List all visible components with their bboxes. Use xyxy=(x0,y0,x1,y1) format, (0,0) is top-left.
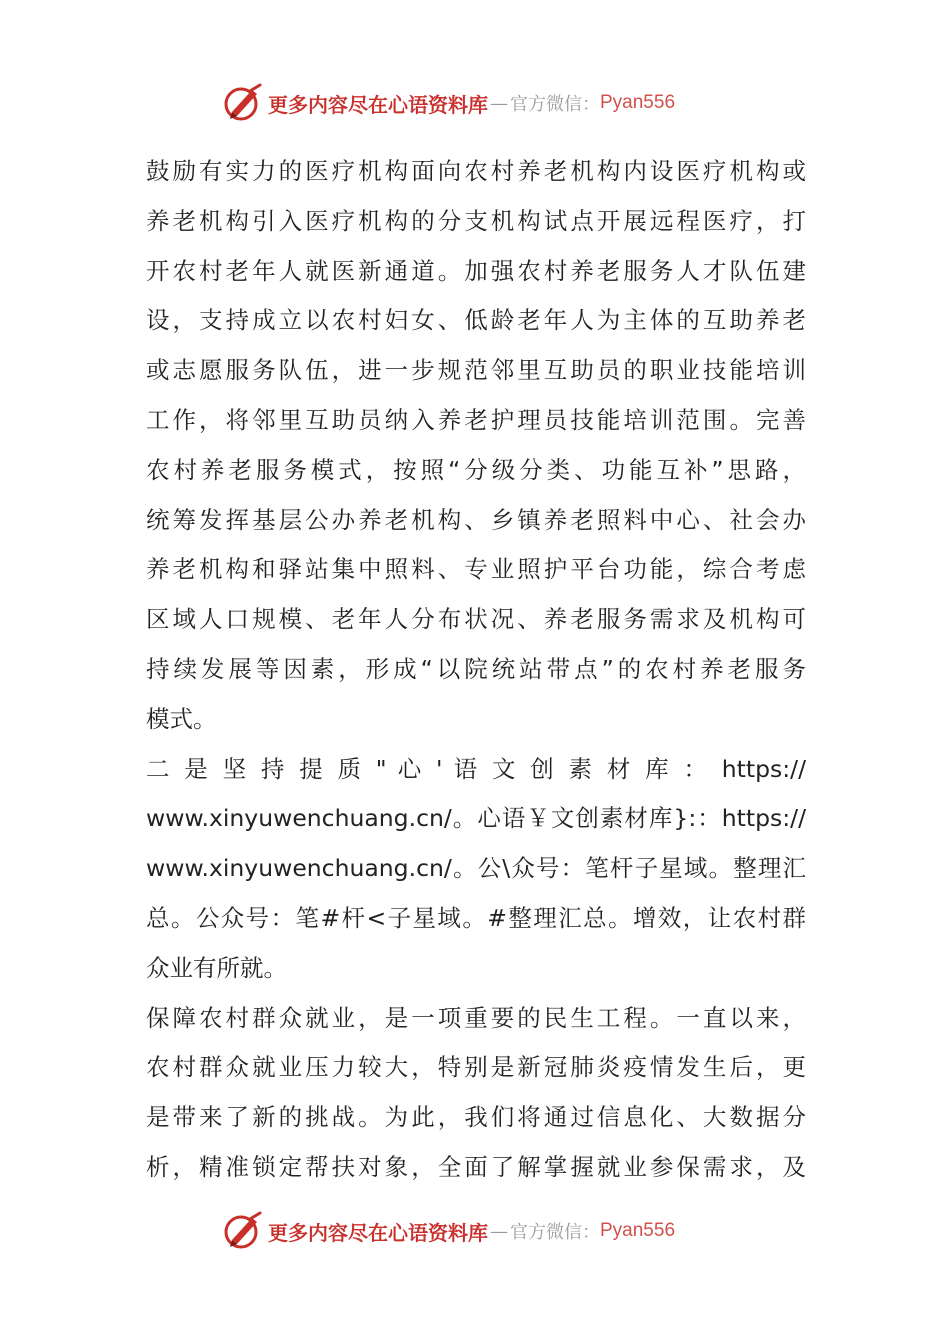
body-line: 总。公众号：笔#杆<子星域。#整理汇总。增效，让农村群 xyxy=(146,903,806,932)
body-line: 二 是 坚 持 提 质 " 心 ' 语 文 创 素 材 库 ： https:// xyxy=(146,754,806,783)
body-line: 众业有所就。 xyxy=(146,953,287,982)
header-banner xyxy=(222,80,742,126)
body-line: 是带来了新的挑战。为此，我们将通过信息化、大数据分 xyxy=(146,1103,806,1132)
body-line: 或志愿服务队伍，进一步规范邻里互助员的职业技能培训 xyxy=(146,356,806,385)
banner-dash: — xyxy=(490,92,508,114)
banner-main-text: 更多内容尽在心语资料库 xyxy=(268,1220,488,1245)
body-line: 养老机构引入医疗机构的分支机构试点开展远程医疗，打 xyxy=(146,206,806,235)
body-line: 养老机构和驿站集中照料、专业照护平台功能，综合考虑 xyxy=(146,555,806,584)
banner-sub-text: 官方微信： xyxy=(510,94,600,115)
body-line: 农村养老服务模式，按照“分级分类、功能互补”思路， xyxy=(146,455,806,484)
banner-wechat-id: Pyan556 xyxy=(600,1220,676,1241)
body-line: 保障农村群众就业，是一项重要的民生工程。一直以来， xyxy=(146,1003,806,1032)
body-line: 设，支持成立以农村妇女、低龄老年人为主体的互助养老 xyxy=(146,306,806,335)
body-line: 工作，将邻里互助员纳入养老护理员技能培训范围。完善 xyxy=(146,405,806,434)
body-line: www.xinyuwenchuang.cn/。心语￥文创素材库}:：https:// xyxy=(146,804,806,833)
banner-dash: — xyxy=(490,1220,508,1242)
body-line: 持续发展等因素，形成“以院统站带点”的农村养老服务 xyxy=(146,654,806,683)
body-line: 开农村老年人就医新通道。加强农村养老服务人才队伍建 xyxy=(146,256,806,285)
body-line: 统筹发挥基层公办养老机构、乡镇养老照料中心、社会办 xyxy=(146,505,806,534)
body-line: 区域人口规模、老年人分布状况、养老服务需求及机构可 xyxy=(146,605,806,634)
banner-main-text: 更多内容尽在心语资料库 xyxy=(268,92,488,117)
body-line: 农村群众就业压力较大，特别是新冠肺炎疫情发生后，更 xyxy=(146,1053,806,1082)
body-line: 析，精准锁定帮扶对象，全面了解掌握就业参保需求，及 xyxy=(146,1152,806,1181)
banner-sub-text: 官方微信： xyxy=(510,1222,600,1243)
body-line: 鼓励有实力的医疗机构面向农村养老机构内设医疗机构或 xyxy=(146,157,806,185)
footer-banner xyxy=(222,1208,742,1254)
body-line: www.xinyuwenchuang.cn/。公\众号：笔杆子星域。整理汇 xyxy=(146,854,806,883)
pen-logo-icon xyxy=(222,82,264,124)
banner-wechat-id: Pyan556 xyxy=(600,92,676,113)
body-line: 模式。 xyxy=(146,704,217,733)
pen-logo-icon xyxy=(222,1210,264,1252)
document-body xyxy=(146,147,806,1193)
